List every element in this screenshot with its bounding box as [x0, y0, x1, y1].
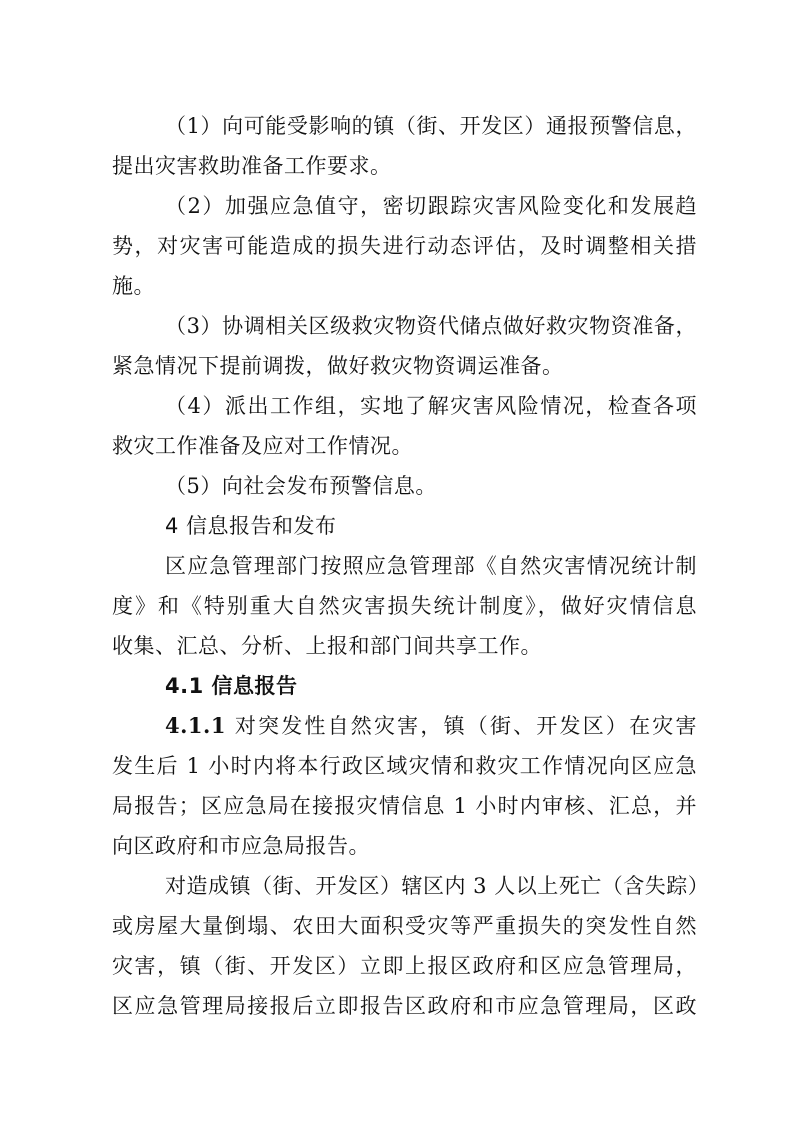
- paragraph-line: （1）向可能受影响的镇（街、开发区）通报预警信息，: [165, 114, 697, 138]
- paragraph-line: 势，对灾害可能造成的损失进行动态评估，及时调整相关措: [112, 234, 697, 258]
- paragraph-line: 区应急管理部门按照应急管理部《自然灾害情况统计制: [165, 554, 697, 578]
- section-heading: 4 信息报告和发布: [165, 514, 337, 538]
- clause-number: 4.1.1: [165, 713, 226, 738]
- paragraph-line: 灾害，镇（街、开发区）立即上报区政府和区应急管理局，: [112, 954, 697, 978]
- paragraph-line: （5）向社会发布预警信息。: [165, 474, 437, 498]
- paragraph-line: 局报告；区应急局在接报灾情信息 1 小时内审核、汇总，并: [112, 794, 697, 818]
- paragraph-line: （2）加强应急值守，密切跟踪灾害风险变化和发展趋: [165, 194, 697, 218]
- paragraph-line: （3）协调相关区级救灾物资代储点做好救灾物资准备，: [165, 314, 697, 338]
- paragraph-line: 施。: [112, 274, 155, 298]
- paragraph-line: 或房屋大量倒塌、农田大面积受灾等严重损失的突发性自然: [112, 914, 697, 938]
- paragraph-line: 提出灾害救助准备工作要求。: [112, 154, 392, 178]
- paragraph-line: 发生后 1 小时内将本行政区域灾情和救灾工作情况向区应急: [112, 754, 697, 778]
- subsection-heading: 4.1 信息报告: [165, 674, 298, 698]
- paragraph-line: 度》和《特别重大自然灾害损失统计制度》，做好灾情信息: [112, 594, 697, 618]
- paragraph-line: 收集、汇总、分析、上报和部门间共享工作。: [112, 634, 542, 658]
- paragraph-line: 向区政府和市应急局报告。: [112, 834, 370, 858]
- paragraph-line: 紧急情况下提前调拨，做好救灾物资调运准备。: [112, 354, 564, 378]
- paragraph-line: 救灾工作准备及应对工作情况。: [112, 434, 413, 458]
- paragraph-line: 区应急管理局接报后立即报告区政府和市应急管理局，区政: [112, 994, 697, 1018]
- paragraph-line: （4）派出工作组，实地了解灾害风险情况，检查各项: [165, 394, 697, 418]
- paragraph-line: [112, 706, 697, 746]
- paragraph-line: 对造成镇（街、开发区）辖区内 3 人以上死亡（含失踪）: [165, 874, 710, 898]
- clause-text: 对突发性自然灾害，镇（街、开发区）在灾害: [225, 714, 697, 738]
